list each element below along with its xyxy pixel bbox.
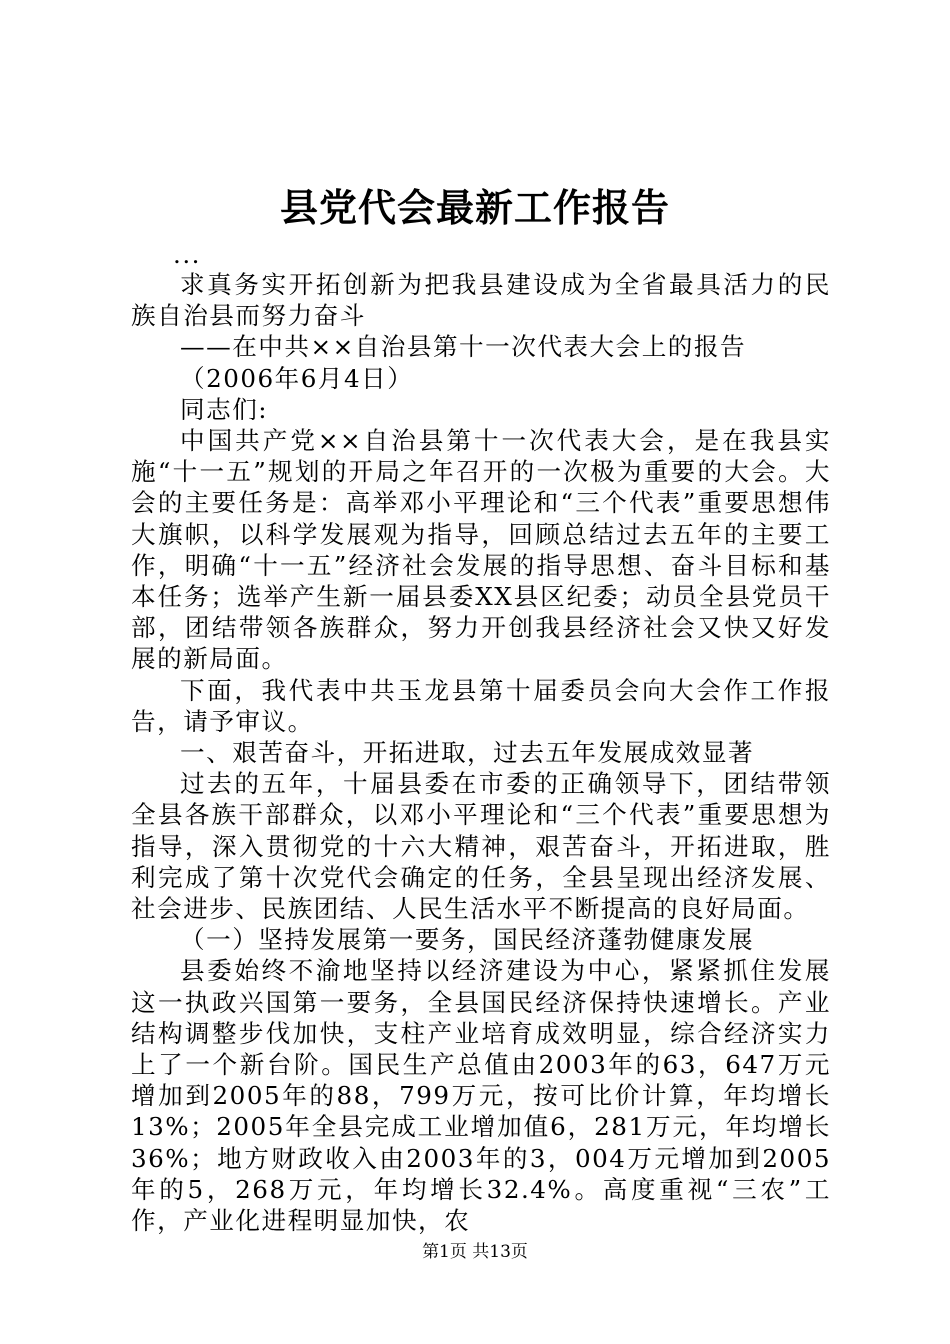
body-paragraph: 中国共产党××自治县第十一次代表大会，是在我县实施“十一五”规划的开局之年召开的一次极为重要的大会。大会的主要任务是：高举邓小平理论和“三个代表”重要思想伟大旗帜，以科学发展观为指导，回顾总结过去五年的主要工作，明确“十一五”经济社会发展的指导思想、奋斗目标和基本任务；选举产生新一届县委XX县区纪委；动员全县党员干部，团结带领各族群众，努力开创我县经济社会又快又好发展的新局面。 bbox=[131, 426, 831, 674]
report-date: （2006年6月4日） bbox=[180, 363, 414, 393]
ellipsis-line: ... bbox=[173, 240, 201, 269]
body-paragraph: 过去的五年，十届县委在市委的正确领导下，团结带领全县各族干部群众，以邓小平理论和“三个代表”重要思想为指导，深入贯彻党的十六大精神，艰苦奋斗，开拓进取，胜利完成了第十次党代会确定的任务，全县呈现出经济发展、社会进步、民族团结、人民生活水平不断提高的良好局面。 bbox=[131, 769, 831, 924]
salutation: 同志们: bbox=[180, 394, 269, 424]
page-footer: 第1页 共13页 bbox=[422, 1242, 528, 1262]
report-subtitle: 求真务实开拓创新为把我县建设成为全省最具活力的民族自治县而努力奋斗 bbox=[131, 270, 831, 331]
document-title: 县党代会最新工作报告 bbox=[279, 185, 670, 230]
body-paragraph: 县委始终不渝地坚持以经济建设为中心，紧紧抓住发展这一执政兴国第一要务，全县国民经济保持快速增长。产业结构调整步伐加快，支柱产业培育成效明显，综合经济实力上了一个新台阶。国民生产总值由2003年的63，647万元增加到2005年的88，799万元，按可比价计算，年均增长13%；2005年全县完成工业增加值6，281万元，年均增长36%；地方财政收入由2003年的3，004万元增加到2005年的5，268万元，年均增长32.4%。高度重视“三农”工作，产业化进程明显加快，农 bbox=[131, 956, 831, 1236]
document-body bbox=[131, 241, 831, 1236]
body-paragraph: 下面，我代表中共玉龙县第十届委员会向大会作工作报告，请予审议。 bbox=[131, 675, 831, 736]
section-heading: 一、艰苦奋斗，开拓进取，过去五年发展成效显著 bbox=[180, 738, 755, 768]
report-occasion: ——在中共××自治县第十一次代表大会上的报告 bbox=[180, 332, 747, 362]
subsection-heading: （一）坚持发展第一要务，国民经济蓬勃健康发展 bbox=[180, 925, 755, 955]
